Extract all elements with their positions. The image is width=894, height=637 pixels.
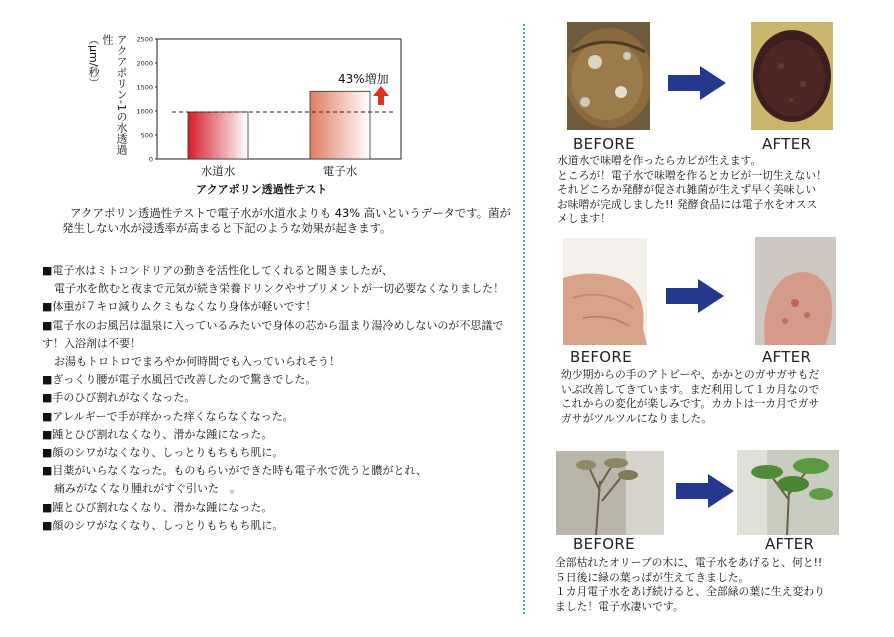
y-tick-label: 2500 bbox=[136, 35, 153, 44]
chart-svg bbox=[130, 33, 410, 183]
x-category-label: 水道水 bbox=[200, 164, 236, 178]
list-item: ■手のひび割れがなくなった。 bbox=[42, 391, 196, 405]
arrow-right-icon bbox=[676, 474, 734, 508]
y-tick-label: 1500 bbox=[136, 83, 153, 92]
list-item: ■アレルギーで手が痒かった痒くならなくなった。 bbox=[42, 409, 294, 423]
intro-paragraph: アクアポリン透過性テストで電子水が水道水よりも 43% 高いというデータです。菌が発生しない水が浸透率が高まると下記のような効果が起きます。 bbox=[62, 206, 511, 235]
after-label: AFTER bbox=[762, 348, 812, 366]
x-category-label: 電子水 bbox=[322, 164, 358, 178]
caption-line: 幼少期からの手のアトピーや、かかとのガサガサもだ bbox=[561, 368, 820, 381]
list-item: ■顔のシワがなくなり、しっとりもちもち肌に。 bbox=[42, 446, 284, 460]
caption-line: ガサがツルツルになりました。 bbox=[561, 411, 713, 425]
list-item: ■体重が７キロ減りムクミもなくなり身体が軽いです！ bbox=[42, 300, 317, 314]
list-item: ■電子水はミトコンドリアの動きを活性化してくれると聞きましたが、 bbox=[42, 264, 393, 277]
caption-line: お味噌が完成しました!! 発酵食品には電子水をオスス bbox=[557, 197, 818, 211]
before-photo-miso bbox=[567, 22, 650, 130]
list-item: ■踵とひび割れなくなり、滑かな踵になった。 bbox=[42, 427, 273, 441]
before-label: BEFORE bbox=[573, 535, 635, 553]
up-arrow-icon bbox=[373, 86, 389, 105]
dotted-column-divider bbox=[523, 24, 525, 614]
after-label: AFTER bbox=[765, 535, 815, 553]
heel-caption bbox=[561, 368, 879, 426]
caption-line: ５日後に緑の葉っぱが生えてきました。 bbox=[555, 570, 750, 584]
y-tick-label: 1000 bbox=[136, 107, 153, 116]
list-item: ■ぎっくり腰が電子水風呂で改善したので驚きでした。 bbox=[42, 373, 317, 387]
arrow-right-icon bbox=[666, 279, 724, 313]
arrow-right-icon bbox=[668, 66, 726, 100]
after-photo-olive bbox=[737, 450, 839, 535]
caption-line: それどころか発酵が促され雑菌が生えず早く美味しい bbox=[557, 183, 817, 197]
list-item: ■目薬がいらなくなった。ものもらいができた時も電子水で洗うと膿がとれ、 bbox=[42, 464, 428, 478]
before-photo-heel bbox=[563, 238, 647, 345]
chart-title: アクアポリン透過性テスト bbox=[196, 183, 328, 196]
increase-annotation: 43%増加 bbox=[338, 72, 389, 86]
caption-line: １カ月電子水をあげ続けると、全部緑の葉に生え変わり bbox=[555, 585, 825, 599]
caption-line: これからの変化が楽しみです。カカトは一カ月でガサ bbox=[561, 397, 820, 411]
before-photo-olive bbox=[556, 451, 664, 535]
miso-caption bbox=[557, 154, 877, 227]
y-label-line1: アクアポリン-1の水透過性 bbox=[101, 34, 128, 155]
bar-electronic-water bbox=[310, 91, 370, 159]
list-item: ■踵とひび割れなくなり、滑かな踵になった。 bbox=[42, 500, 273, 514]
bar-tap-water bbox=[188, 112, 248, 159]
before-label: BEFORE bbox=[570, 348, 632, 366]
olive-caption bbox=[555, 556, 879, 614]
after-photo-miso bbox=[751, 22, 833, 130]
y-tick-label: 0 bbox=[148, 155, 153, 164]
list-item: ■顔のシワがなくなり、しっとりもちもち肌に。 bbox=[42, 518, 284, 532]
caption-line: ました！電子水凄いです。 bbox=[555, 599, 684, 613]
caption-line: ところが！電子水で味噌を作るとカビが一切生えない！ bbox=[557, 168, 827, 182]
list-item: 電子水を飲むと夜まで元気が続き栄養ドリンクやサプリメントが一切必要なくなりました！ bbox=[54, 282, 505, 296]
chart-y-axis-label bbox=[87, 34, 128, 164]
effects-list bbox=[42, 262, 520, 535]
after-label: AFTER bbox=[762, 135, 812, 153]
before-label: BEFORE bbox=[573, 135, 635, 153]
list-item: ■電子水のお風呂は温泉に入っているみたいで身体の芯から温まり湯冷めしないのが不思議です！入浴剤は不要！ bbox=[42, 318, 504, 350]
list-item: 痛みがなくなり腫れがすぐ引いた 。 bbox=[54, 482, 241, 496]
list-item: お湯もトロトロでまろやか何時間でも入っていられそう！ bbox=[54, 355, 340, 369]
aquaporin-bar-chart bbox=[130, 33, 410, 183]
y-label-line2: （μm/秒） bbox=[87, 34, 100, 89]
y-tick-label: 500 bbox=[140, 131, 153, 140]
y-tick-label: 2000 bbox=[136, 59, 153, 68]
caption-line: 全部枯れたオリーブの木に、電子水をあげると、何と!! bbox=[555, 556, 823, 569]
after-photo-heel bbox=[755, 237, 836, 345]
caption-line: 水道水で味噌を作ったらカビが生えます。 bbox=[557, 154, 762, 167]
caption-line: いぶ改善してきています。まだ利用して１カ月なので bbox=[561, 382, 820, 396]
caption-line: メします！ bbox=[557, 212, 611, 226]
